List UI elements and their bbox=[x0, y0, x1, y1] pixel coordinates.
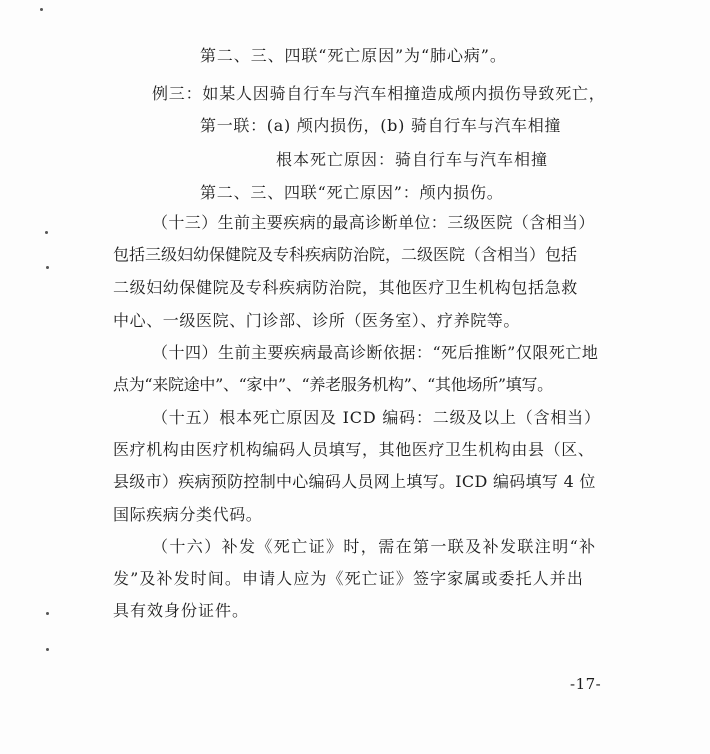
text-line: 第二、三、四联“死亡原因”：颅内损伤。 bbox=[200, 183, 504, 202]
text-line: 具有效身份证件。 bbox=[113, 601, 250, 620]
text-line: 发”及补发时间。申请人应为《死亡证》签字家属或委托人并出 bbox=[113, 569, 584, 588]
scan-speck bbox=[46, 266, 49, 269]
text-line: 点为“来院途中”、“家中”、“养老服务机构”、“其他场所”填写。 bbox=[113, 375, 553, 394]
scan-speck bbox=[40, 8, 43, 11]
scan-speck bbox=[46, 612, 49, 615]
text-line: 包括三级妇幼保健院及专科疾病防治院，二级医院（含相当）包括 bbox=[113, 245, 578, 264]
scan-speck bbox=[45, 231, 48, 234]
text-line: （十四）生前主要疾病最高诊断依据：“死后推断”仅限死亡地 bbox=[152, 343, 599, 362]
text-line: 第一联：(a) 颅内损伤，(b) 骑自行车与汽车相撞 bbox=[200, 116, 562, 135]
text-line: 县级市）疾病预防控制中心编码人员网上填写。ICD 编码填写 4 位 bbox=[113, 472, 596, 491]
text-line: 中心、一级医院、门诊部、诊所（医务室）、疗养院等。 bbox=[113, 311, 521, 330]
text-line: （十三）生前主要疾病的最高诊断单位：三级医院（含相当） bbox=[152, 213, 595, 232]
text-line: 国际疾病分类代码。 bbox=[113, 505, 263, 524]
text-line: 第二、三、四联“死亡原因”为“肺心病”。 bbox=[200, 46, 507, 65]
text-line: 例三：如某人因骑自行车与汽车相撞造成颅内损伤导致死亡， bbox=[152, 84, 606, 103]
text-line: 二级妇幼保健院及专科疾病防治院，其他医疗卫生机构包括急救 bbox=[113, 278, 578, 297]
text-line: （十五）根本死亡原因及 ICD 编码：二级及以上（含相当） bbox=[152, 408, 601, 427]
text-line: 医疗机构由医疗机构编码人员填写，其他医疗卫生机构由县（区、 bbox=[113, 440, 595, 459]
text-line: 根本死亡原因：骑自行车与汽车相撞 bbox=[276, 150, 549, 169]
text-line: （十六）补发《死亡证》时，需在第一联及补发联注明“补 bbox=[152, 537, 597, 556]
scan-speck bbox=[46, 648, 49, 651]
page-number: -17- bbox=[570, 675, 602, 693]
